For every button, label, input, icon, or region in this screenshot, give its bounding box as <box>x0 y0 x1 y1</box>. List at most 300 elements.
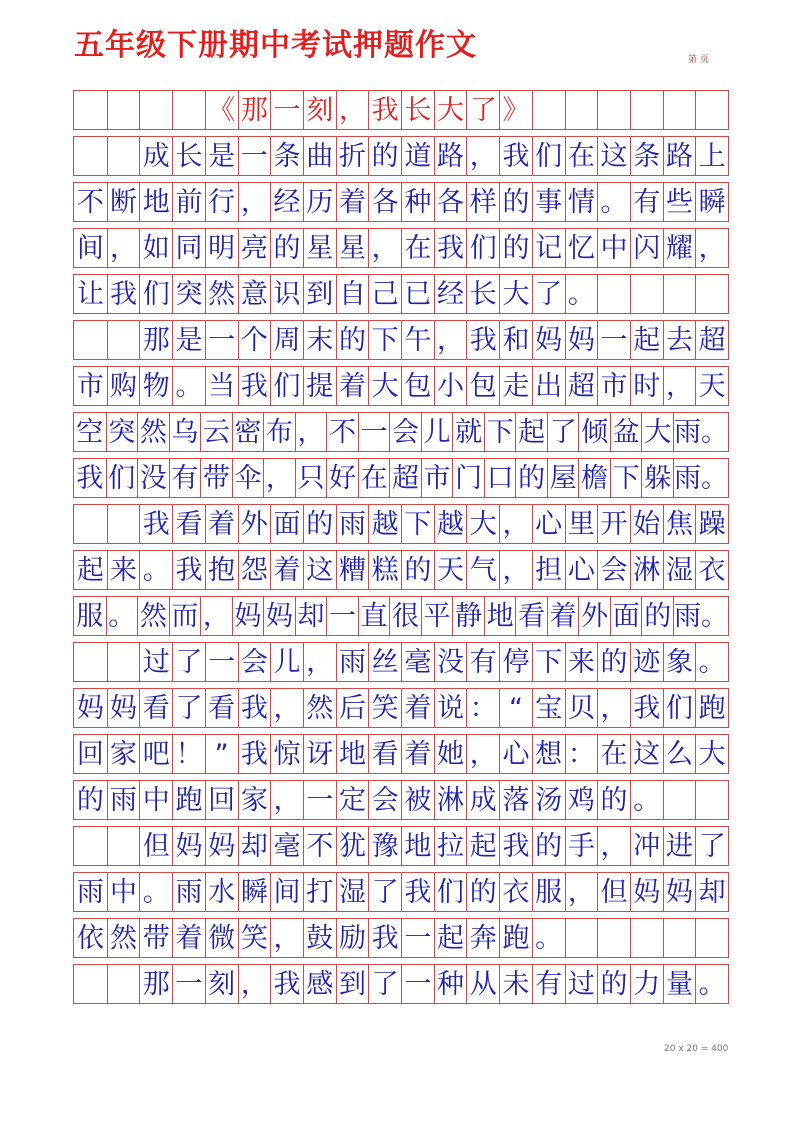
grid-cell: 开 <box>597 505 630 543</box>
grid-cell: 的 <box>466 873 499 911</box>
grid-cell: ， <box>270 689 303 727</box>
grid-cell: 的 <box>597 965 630 1003</box>
grid-row <box>73 320 729 360</box>
grid-cell: 着 <box>336 183 369 221</box>
grid-cell: 们 <box>270 367 303 405</box>
grid-cell: 被 <box>401 781 434 819</box>
grid-cell: 的 <box>532 827 565 865</box>
grid-cell: 前 <box>172 183 205 221</box>
grid-cell: 忆 <box>565 229 598 267</box>
grid-cell: 这 <box>630 735 663 773</box>
grid-cell <box>74 827 107 865</box>
grid-cell: 我 <box>368 919 401 957</box>
grid-cell: 惊 <box>270 735 303 773</box>
grid-cell: 情 <box>565 183 598 221</box>
grid-cell <box>139 91 172 129</box>
grid-cell: 着 <box>270 551 303 589</box>
grid-cell: 然 <box>137 413 169 451</box>
grid-cell: 会 <box>597 551 630 589</box>
grid-cell: 一 <box>238 137 271 175</box>
grid-cell: 《 <box>205 91 238 129</box>
grid-cell: 么 <box>663 735 696 773</box>
grid-cell <box>107 321 140 359</box>
grid-cell: 笑 <box>238 919 271 957</box>
grid-cell: 到 <box>336 965 369 1003</box>
grid-cell: 样 <box>466 183 499 221</box>
grid-cell: 雨。 <box>673 459 728 497</box>
grid-cell: 种 <box>434 965 467 1003</box>
grid-cell: 过 <box>565 965 598 1003</box>
grid-cell: 云 <box>200 413 232 451</box>
grid-cell: 们 <box>139 275 172 313</box>
grid-cell: 和 <box>499 321 532 359</box>
grid-cell: 一 <box>358 413 390 451</box>
grid-cell: 有 <box>466 643 499 681</box>
grid-cell: 市 <box>76 370 104 402</box>
grid-cell: 。 <box>532 919 565 957</box>
grid-cell: 大 <box>695 735 728 773</box>
grid-cell: ， <box>597 827 630 865</box>
grid-cell: 我 <box>76 462 104 494</box>
grid-row <box>73 366 729 406</box>
grid-cell: ， <box>368 229 401 267</box>
grid-cell <box>74 643 107 681</box>
grid-cell: 了 <box>368 965 401 1003</box>
grid-cell: 一 <box>205 321 238 359</box>
grid-cell <box>107 505 140 543</box>
grid-cell: 了 <box>172 689 205 727</box>
grid-cell <box>107 965 140 1003</box>
grid-cell <box>107 91 140 129</box>
grid-cell: 路 <box>663 137 696 175</box>
grid-cell: 却 <box>695 873 728 911</box>
grid-cell: 宝 <box>532 689 565 727</box>
grid-cell: 去 <box>663 321 696 359</box>
grid-cell: 跑 <box>172 781 205 819</box>
grid-cell: ， <box>499 551 532 589</box>
grid-cell: 那 <box>139 321 172 359</box>
grid-cell: 带 <box>200 459 232 497</box>
grid-cell: 了 <box>172 643 205 681</box>
grid-cell: 来 <box>107 551 140 589</box>
grid-cell: 的 <box>303 505 336 543</box>
grid-cell: 妈 <box>232 597 264 635</box>
composition-grid <box>73 90 729 1020</box>
grid-cell: 进 <box>663 827 696 865</box>
grid-cell: 地 <box>401 827 434 865</box>
grid-cell: 有 <box>630 183 663 221</box>
grid-cell <box>74 91 107 129</box>
grid-cell: 曲 <box>303 137 336 175</box>
grid-cell: 了 <box>695 827 728 865</box>
grid-cell: 看 <box>172 505 205 543</box>
grid-cell: 汤 <box>532 781 565 819</box>
grid-cell: 断 <box>107 183 140 221</box>
grid-cell: ， <box>565 873 598 911</box>
grid-cell: 始 <box>630 505 663 543</box>
grid-cell: 感 <box>303 965 336 1003</box>
grid-cell: 我 <box>499 137 532 175</box>
grid-cell: 屋 <box>547 459 579 497</box>
grid-cell: 到 <box>303 275 336 313</box>
grid-cell: 明 <box>205 229 238 267</box>
grid-cell: 周 <box>270 321 303 359</box>
grid-cell: 妈 <box>172 827 205 865</box>
grid-cell: 想 <box>532 735 565 773</box>
grid-cell: ， <box>238 965 271 1003</box>
grid-cell: 豫 <box>368 827 401 865</box>
grid-cell: 很 <box>389 597 421 635</box>
grid-cell: 们 <box>466 229 499 267</box>
grid-cell <box>565 919 598 957</box>
grid-cell: 道 <box>401 137 434 175</box>
grid-cell: 种 <box>401 183 434 221</box>
grid-cell: 毫 <box>401 643 434 681</box>
grid-cell: 间 <box>76 232 104 264</box>
grid-cell: 我 <box>139 505 172 543</box>
grid-cell: 出 <box>532 367 565 405</box>
grid-cell: 大 <box>434 91 467 129</box>
grid-cell: 布 <box>263 413 295 451</box>
grid-cell: 耀 <box>663 229 696 267</box>
grid-cell: 她 <box>434 735 467 773</box>
grid-cell: 停 <box>499 643 532 681</box>
grid-cell: 起 <box>434 919 467 957</box>
grid-cell: 心 <box>499 735 532 773</box>
grid-cell: 雨 <box>336 643 369 681</box>
grid-cell <box>663 919 696 957</box>
grid-cell: 。 <box>172 367 205 405</box>
grid-cell: 过 <box>139 643 172 681</box>
grid-cell: 心 <box>565 551 598 589</box>
grid-cell: 却 <box>295 597 327 635</box>
grid-cell: ， <box>597 689 630 727</box>
grid-cell: 如 <box>139 229 172 267</box>
grid-cell: 湿 <box>336 873 369 911</box>
grid-cell: 了 <box>547 413 579 451</box>
grid-cell: 长 <box>401 91 434 129</box>
grid-cell <box>74 505 107 543</box>
grid-cell: 我 <box>238 689 271 727</box>
grid-cell: 成 <box>139 137 172 175</box>
grid-cell: 然 <box>205 275 238 313</box>
grid-cell: 一 <box>401 919 434 957</box>
grid-cell: 我 <box>107 275 140 313</box>
grid-cell <box>74 321 107 359</box>
grid-cell: 倾 <box>578 413 610 451</box>
grid-cell: 一 <box>303 781 336 819</box>
grid-cell: 妈 <box>630 873 663 911</box>
grid-cell: 在 <box>565 137 598 175</box>
grid-cell: 。 <box>597 183 630 221</box>
grid-cell: 家 <box>107 735 140 773</box>
grid-cell: 各 <box>368 183 401 221</box>
grid-cell: 雨 <box>76 876 104 908</box>
grid-cell: 们 <box>663 689 696 727</box>
grid-cell: 口 <box>484 459 516 497</box>
grid-size-note: 20 x 20 = 400 <box>664 1044 729 1054</box>
grid-cell: 笑 <box>368 689 401 727</box>
grid-cell: 地 <box>336 735 369 773</box>
grid-cell: 意 <box>238 275 271 313</box>
grid-cell: 记 <box>532 229 565 267</box>
grid-cell: 的 <box>270 229 303 267</box>
grid-cell: 妈 <box>663 873 696 911</box>
grid-cell: ， <box>200 597 232 635</box>
grid-cell: 的 <box>641 597 673 635</box>
grid-cell: 上 <box>695 137 728 175</box>
grid-cell: 那 <box>139 965 172 1003</box>
grid-cell: 服 <box>76 600 104 632</box>
grid-cell: 些 <box>663 183 696 221</box>
grid-cell: 路 <box>434 137 467 175</box>
grid-cell: 时 <box>630 367 663 405</box>
grid-cell: ， <box>303 643 336 681</box>
grid-cell: 水 <box>205 873 238 911</box>
grid-cell: ， <box>466 735 499 773</box>
grid-cell: 折 <box>336 137 369 175</box>
grid-cell: 星 <box>303 229 336 267</box>
grid-cell <box>663 91 696 129</box>
grid-cell: 闪 <box>630 229 663 267</box>
grid-cell: 的 <box>597 643 630 681</box>
grid-cell <box>663 781 696 819</box>
grid-cell: 来 <box>565 643 598 681</box>
grid-cell: 我 <box>466 321 499 359</box>
grid-cell: 心 <box>532 505 565 543</box>
page-number-mark: 第 页 <box>688 55 709 65</box>
grid-cell: 包 <box>401 367 434 405</box>
grid-cell: 面 <box>610 597 642 635</box>
grid-cell: 让 <box>76 278 104 310</box>
grid-cell: 。 <box>139 873 172 911</box>
grid-cell: 中 <box>597 229 630 267</box>
grid-cell: 妈 <box>263 597 295 635</box>
grid-cell: 看 <box>139 689 172 727</box>
grid-cell: ， <box>270 781 303 819</box>
grid-row <box>73 504 729 544</box>
grid-cell: ” <box>205 735 238 773</box>
grid-cell: 在 <box>358 459 390 497</box>
grid-cell: 是 <box>205 137 238 175</box>
grid-cell: 天 <box>695 367 728 405</box>
grid-cell: 湿 <box>663 551 696 589</box>
grid-cell: 大 <box>499 275 532 313</box>
grid-cell: 成 <box>466 781 499 819</box>
grid-cell: ， <box>499 505 532 543</box>
grid-cell: 贝 <box>565 689 598 727</box>
grid-cell: 。 <box>630 781 663 819</box>
grid-row <box>73 550 729 590</box>
grid-cell <box>630 275 663 313</box>
grid-cell: 担 <box>532 551 565 589</box>
grid-cell: 大 <box>466 505 499 543</box>
grid-cell: 雨 <box>172 873 205 911</box>
grid-cell: 雨 <box>107 781 140 819</box>
grid-cell: 购 <box>107 367 140 405</box>
grid-cell: 长 <box>172 137 205 175</box>
grid-cell <box>107 137 140 175</box>
grid-cell <box>663 275 696 313</box>
grid-cell: 们 <box>532 137 565 175</box>
grid-cell: 空 <box>76 416 104 448</box>
grid-cell: 天 <box>434 551 467 589</box>
grid-cell: 这 <box>303 551 336 589</box>
grid-cell: 了 <box>466 91 499 129</box>
grid-cell: 事 <box>532 183 565 221</box>
grid-cell: 然 <box>137 597 169 635</box>
grid-cell: 打 <box>303 873 336 911</box>
grid-cell: 淋 <box>630 551 663 589</box>
grid-cell: 是 <box>172 321 205 359</box>
grid-row <box>73 734 729 774</box>
grid-cell: 突 <box>106 413 138 451</box>
grid-cell: 落 <box>499 781 532 819</box>
grid-cell: ， <box>466 137 499 175</box>
grid-cell: 妈 <box>565 321 598 359</box>
grid-row <box>73 688 729 728</box>
grid-cell <box>107 643 140 681</box>
grid-cell: 着 <box>336 367 369 405</box>
grid-cell: 犹 <box>336 827 369 865</box>
grid-row <box>73 780 729 820</box>
grid-cell: 后 <box>336 689 369 727</box>
grid-cell: 我 <box>270 965 303 1003</box>
grid-cell: 起 <box>630 321 663 359</box>
grid-row <box>73 90 729 130</box>
grid-cell: 历 <box>303 183 336 221</box>
grid-cell: 自 <box>336 275 369 313</box>
grid-row <box>73 228 729 268</box>
grid-cell: 依 <box>76 922 104 954</box>
grid-cell: 焦 <box>663 505 696 543</box>
grid-cell: 在 <box>401 229 434 267</box>
grid-cell: 各 <box>434 183 467 221</box>
grid-cell: 微 <box>205 919 238 957</box>
grid-cell: 躁 <box>695 505 728 543</box>
grid-cell: 走 <box>499 367 532 405</box>
grid-cell: 不 <box>326 413 358 451</box>
grid-cell: 超 <box>389 459 421 497</box>
grid-cell: ， <box>663 367 696 405</box>
grid-cell: 着 <box>401 689 434 727</box>
grid-row <box>73 136 729 176</box>
grid-cell: 当 <box>205 367 238 405</box>
grid-cell: 里 <box>565 505 598 543</box>
grid-cell: 会 <box>238 643 271 681</box>
grid-cell: 面 <box>270 505 303 543</box>
grid-cell: 的 <box>499 183 532 221</box>
grid-cell: ， <box>336 91 369 129</box>
grid-cell: 平 <box>421 597 453 635</box>
grid-cell: 的 <box>515 459 547 497</box>
grid-cell: 不 <box>303 827 336 865</box>
grid-cell <box>695 275 728 313</box>
grid-cell: 了 <box>368 873 401 911</box>
grid-cell: 就 <box>452 413 484 451</box>
grid-cell: 着 <box>401 735 434 773</box>
grid-cell: 糕 <box>368 551 401 589</box>
grid-cell <box>532 91 565 129</box>
grid-cell: ， <box>263 459 295 497</box>
grid-cell: 》 <box>499 91 532 129</box>
grid-cell: 的 <box>597 781 630 819</box>
grid-cell: 象 <box>663 643 696 681</box>
grid-cell: ！ <box>172 735 205 773</box>
grid-cell: 我 <box>401 873 434 911</box>
grid-cell <box>597 275 630 313</box>
grid-cell: 经 <box>434 275 467 313</box>
grid-cell: 越 <box>368 505 401 543</box>
grid-cell <box>695 781 728 819</box>
grid-cell: ， <box>295 413 327 451</box>
grid-cell: 盆 <box>610 413 642 451</box>
grid-cell: 一 <box>597 321 630 359</box>
grid-cell: 说 <box>434 689 467 727</box>
grid-cell: 我 <box>238 735 271 773</box>
grid-cell: 。 <box>695 965 728 1003</box>
grid-cell: 衣 <box>695 551 728 589</box>
grid-cell: 力 <box>630 965 663 1003</box>
grid-cell: 但 <box>139 827 172 865</box>
grid-cell: 地 <box>139 183 172 221</box>
grid-cell: 瞬 <box>238 873 271 911</box>
grid-cell: 丝 <box>368 643 401 681</box>
grid-cell: 下 <box>610 459 642 497</box>
grid-cell: 只 <box>295 459 327 497</box>
grid-cell: 会 <box>389 413 421 451</box>
grid-cell: 午 <box>401 321 434 359</box>
grid-cell: 妈 <box>532 321 565 359</box>
grid-cell: 下 <box>484 413 516 451</box>
grid-cell: 。 <box>565 275 598 313</box>
grid-row <box>73 458 729 498</box>
grid-cell: 雨。 <box>673 413 728 451</box>
grid-cell: 迹 <box>630 643 663 681</box>
grid-cell: 密 <box>232 413 264 451</box>
grid-cell: 间 <box>270 873 303 911</box>
grid-cell: 跑 <box>695 689 728 727</box>
grid-cell: 我 <box>499 827 532 865</box>
grid-cell: 我 <box>630 689 663 727</box>
grid-cell: 那 <box>238 91 271 129</box>
grid-cell: 儿 <box>421 413 453 451</box>
grid-cell: ， <box>434 321 467 359</box>
grid-cell: 下 <box>532 643 565 681</box>
grid-cell: 一 <box>270 91 303 129</box>
grid-cell: 却 <box>238 827 271 865</box>
grid-cell: 提 <box>303 367 336 405</box>
grid-row <box>73 596 729 636</box>
grid-cell: 鼓 <box>303 919 336 957</box>
grid-cell: 我 <box>172 551 205 589</box>
grid-cell: 大 <box>641 413 673 451</box>
grid-row <box>73 412 729 452</box>
grid-cell <box>597 919 630 957</box>
grid-cell: 我 <box>238 367 271 405</box>
grid-cell: 未 <box>499 965 532 1003</box>
grid-cell: 妈 <box>205 827 238 865</box>
grid-cell: 儿 <box>270 643 303 681</box>
grid-cell: 量 <box>663 965 696 1003</box>
grid-cell: 抱 <box>205 551 238 589</box>
grid-cell: 刻 <box>205 965 238 1003</box>
grid-cell: 妈 <box>76 692 104 724</box>
grid-cell: 鸡 <box>565 781 598 819</box>
grid-cell: 越 <box>434 505 467 543</box>
grid-cell <box>172 91 205 129</box>
grid-cell: 门 <box>452 459 484 497</box>
